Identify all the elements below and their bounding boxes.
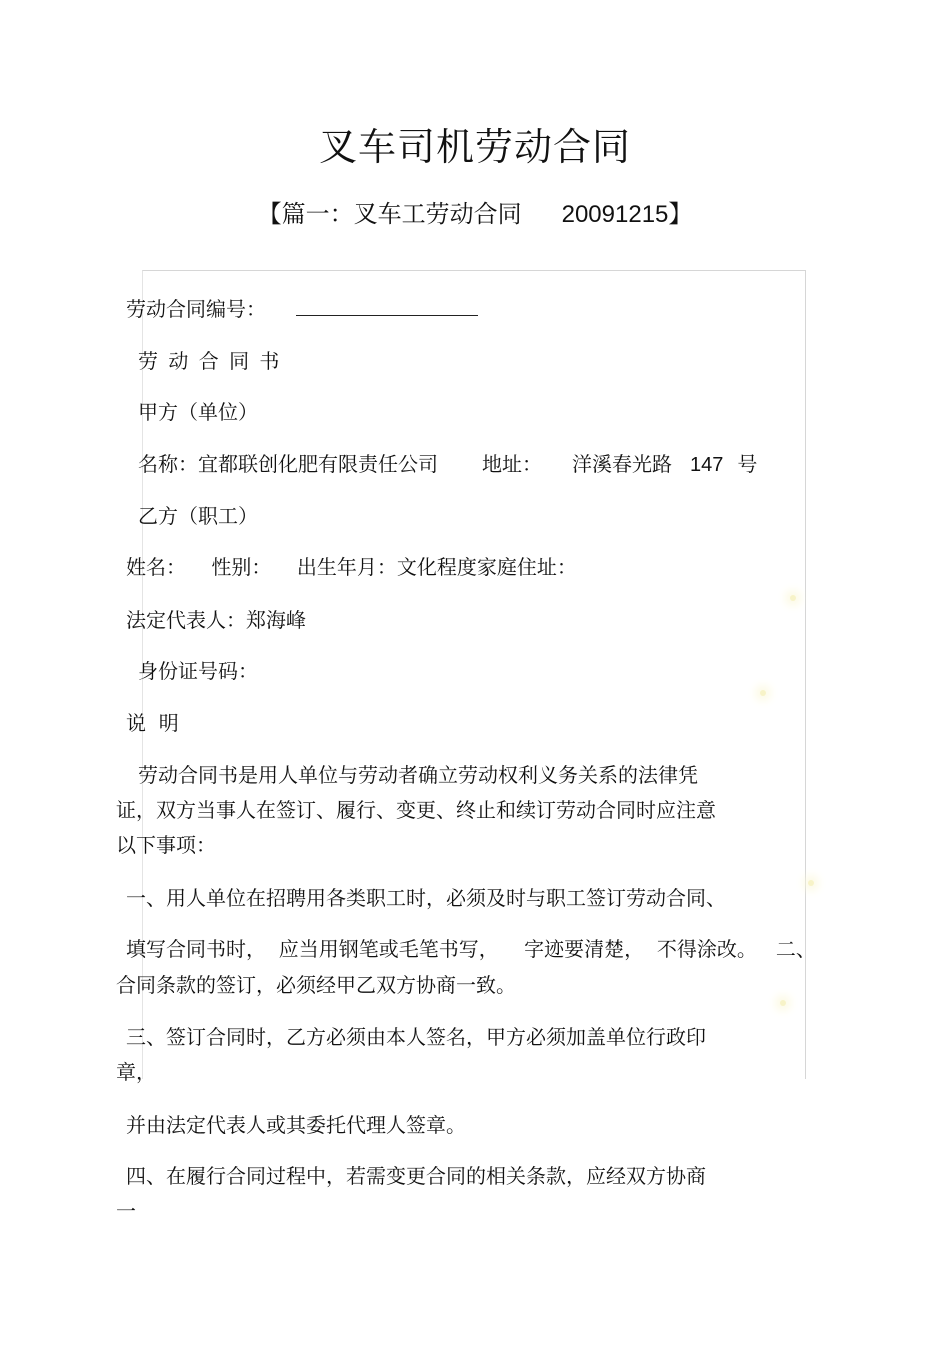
- notes-item-1: 一、用人单位在招聘用各类职工时，必须及时与职工签订劳动合同、: [126, 886, 726, 910]
- notes-heading: 说 明: [126, 711, 179, 735]
- scan-highlight: [760, 690, 766, 696]
- subtitle-date: 20091215: [561, 201, 669, 228]
- scan-highlight: [808, 880, 814, 886]
- party-a-address-label: 地址：: [482, 452, 542, 476]
- notes-item-4b: 一: [116, 1199, 136, 1223]
- party-a-name-row: [138, 447, 757, 482]
- notes-item-4: 四、在履行合同过程中，若需变更合同的相关条款，应经双方协商: [126, 1164, 706, 1188]
- notes-item-3c: 并由法定代表人或其委托代理人签章。: [126, 1113, 466, 1137]
- party-b-label: 乙方（职工）: [138, 504, 258, 528]
- id-number-label: 身份证号码：: [138, 659, 258, 683]
- notes-intro-line-2: 证，双方当事人在签订、履行、变更、终止和续订劳动合同时应注意: [116, 798, 716, 822]
- scan-highlight: [780, 1000, 786, 1006]
- party-a-address-number: 147: [690, 454, 724, 476]
- scan-highlight: [790, 595, 796, 601]
- subtitle-close: 】: [668, 200, 693, 228]
- legal-representative: 法定代表人：郑海峰: [126, 608, 306, 632]
- notes-item-3b: 章，: [116, 1060, 156, 1084]
- contract-number-label: 劳动合同编号：: [126, 297, 266, 321]
- notes-item-2: 合同条款的签订，必须经甲乙双方协商一致。: [116, 973, 516, 997]
- party-a-address-value: 洋溪春光路: [572, 452, 672, 476]
- notes-intro-line-1: 劳动合同书是用人单位与劳动者确立劳动权利义务关系的法律凭: [138, 763, 698, 787]
- party-a-label: 甲方（单位）: [138, 400, 258, 424]
- contract-book-heading: 劳 动 合 同 书: [138, 349, 282, 373]
- contract-number-row: [126, 292, 478, 326]
- document-title: 叉车司机劳动合同: [318, 125, 631, 169]
- party-a-address-suffix: 号: [737, 452, 758, 476]
- contract-number-blank: [296, 293, 478, 316]
- document-subtitle: [0, 196, 950, 233]
- party-a-name: 名称：宜都联创化肥有限责任公司: [138, 452, 438, 476]
- party-b-fields: 姓名： 性别： 出生年月：文化程度家庭住址：: [126, 555, 577, 579]
- notes-item-3: 三、签订合同时，乙方必须由本人签名，甲方必须加盖单位行政印: [126, 1025, 706, 1049]
- notes-item-1b: 填写合同书时， 应当用钢笔或毛笔书写， 字迹要清楚， 不得涂改。 二、: [126, 937, 816, 961]
- notes-intro-line-3: 以下事项：: [116, 833, 216, 857]
- subtitle-label: 【篇一：叉车工劳动合同: [257, 200, 522, 228]
